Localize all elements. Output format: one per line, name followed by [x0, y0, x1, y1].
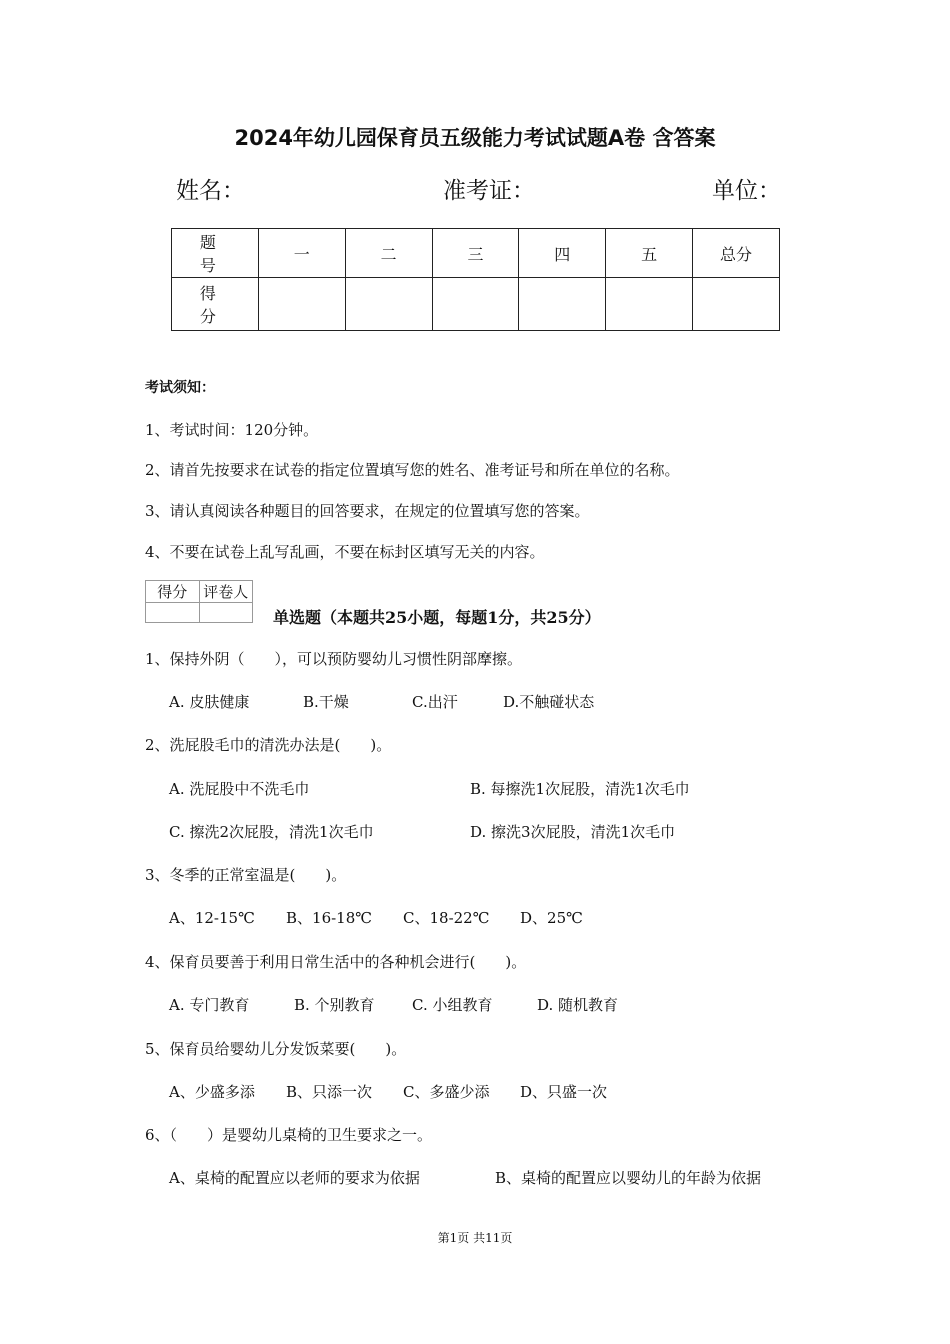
option: C、18-22℃ [403, 909, 490, 927]
option: B. 个别教育 [294, 996, 375, 1014]
option: A、桌椅的配置应以老师的要求为依据 [169, 1169, 420, 1187]
score-cell[interactable] [258, 278, 345, 331]
score-cell[interactable] [345, 278, 432, 331]
question-stem: 3、冬季的正常室温是( )。 [145, 866, 347, 884]
grader-name-label: 评卷人 [199, 581, 253, 603]
option: A. 皮肤健康 [169, 693, 250, 711]
score-col-3: 三 [432, 229, 519, 278]
page-footer: 第1页 共11页 [437, 1231, 513, 1245]
option: B、16-18℃ [286, 909, 373, 927]
option: D、只盛一次 [520, 1083, 608, 1101]
question-stem: 5、保育员给婴幼儿分发饭菜要( )。 [145, 1040, 407, 1058]
score-cell[interactable] [519, 278, 606, 331]
option: C. 擦洗2次屁股，清洗1次毛巾 [169, 823, 374, 841]
grader-score-cell[interactable] [146, 603, 200, 623]
option: B、只添一次 [286, 1083, 373, 1101]
option: D. 擦洗3次屁股，清洗1次毛巾 [470, 823, 676, 841]
score-table-header-row [172, 229, 780, 278]
unit-field-label: 单位： [712, 178, 781, 204]
option: D、25℃ [520, 909, 583, 927]
section-title: 单选题（本题共25小题，每题1分，共25分） [273, 608, 601, 627]
score-col-2: 二 [345, 229, 432, 278]
option: A、12-15℃ [169, 909, 255, 927]
score-cell[interactable] [693, 278, 780, 331]
exam-id-field-label: 准考证： [443, 178, 535, 204]
question-number-label: 题 号 [172, 229, 259, 278]
option: A、少盛多添 [169, 1083, 255, 1101]
name-field-label: 姓名： [176, 178, 245, 204]
notice-item: 1、考试时间：120分钟。 [145, 421, 319, 439]
question-stem: 6、（ ）是婴幼儿桌椅的卫生要求之一。 [145, 1126, 433, 1144]
score-table [171, 228, 780, 331]
notice-item: 4、不要在试卷上乱写乱画，不要在标封区填写无关的内容。 [145, 543, 545, 561]
option: D. 随机教育 [537, 996, 619, 1014]
score-col-total: 总分 [693, 229, 780, 278]
grader-score-label: 得分 [146, 581, 200, 603]
grader-box [145, 580, 253, 623]
option: C、多盛少添 [403, 1083, 490, 1101]
score-col-4: 四 [519, 229, 606, 278]
option: C.出汗 [412, 693, 458, 711]
score-row-label: 得 分 [172, 278, 259, 331]
score-col-1: 一 [258, 229, 345, 278]
option: B、桌椅的配置应以婴幼儿的年龄为依据 [495, 1169, 762, 1187]
option: A. 洗屁股中不洗毛巾 [169, 780, 310, 798]
notice-item: 3、请认真阅读各种题目的回答要求，在规定的位置填写您的答案。 [145, 502, 590, 520]
notice-item: 2、请首先按要求在试卷的指定位置填写您的姓名、准考证号和所在单位的名称。 [145, 461, 680, 479]
option: B.干燥 [303, 693, 349, 711]
notice-heading: 考试须知： [145, 380, 215, 396]
option: A. 专门教育 [169, 996, 250, 1014]
question-stem: 1、保持外阴（ ），可以预防婴幼儿习惯性阴部摩擦。 [145, 650, 523, 668]
score-col-5: 五 [606, 229, 693, 278]
question-stem: 2、洗屁股毛巾的清洗办法是( )。 [145, 736, 392, 754]
page-title: 2024年幼儿园保育员五级能力考试试题A卷 含答案 [234, 126, 716, 150]
score-cell[interactable] [432, 278, 519, 331]
option: B. 每擦洗1次屁股，清洗1次毛巾 [470, 780, 690, 798]
question-stem: 4、保育员要善于利用日常生活中的各种机会进行( )。 [145, 953, 527, 971]
score-cell[interactable] [606, 278, 693, 331]
score-table-score-row [172, 278, 780, 331]
option: D.不触碰状态 [503, 693, 595, 711]
option: C. 小组教育 [412, 996, 493, 1014]
grader-name-cell[interactable] [199, 603, 253, 623]
